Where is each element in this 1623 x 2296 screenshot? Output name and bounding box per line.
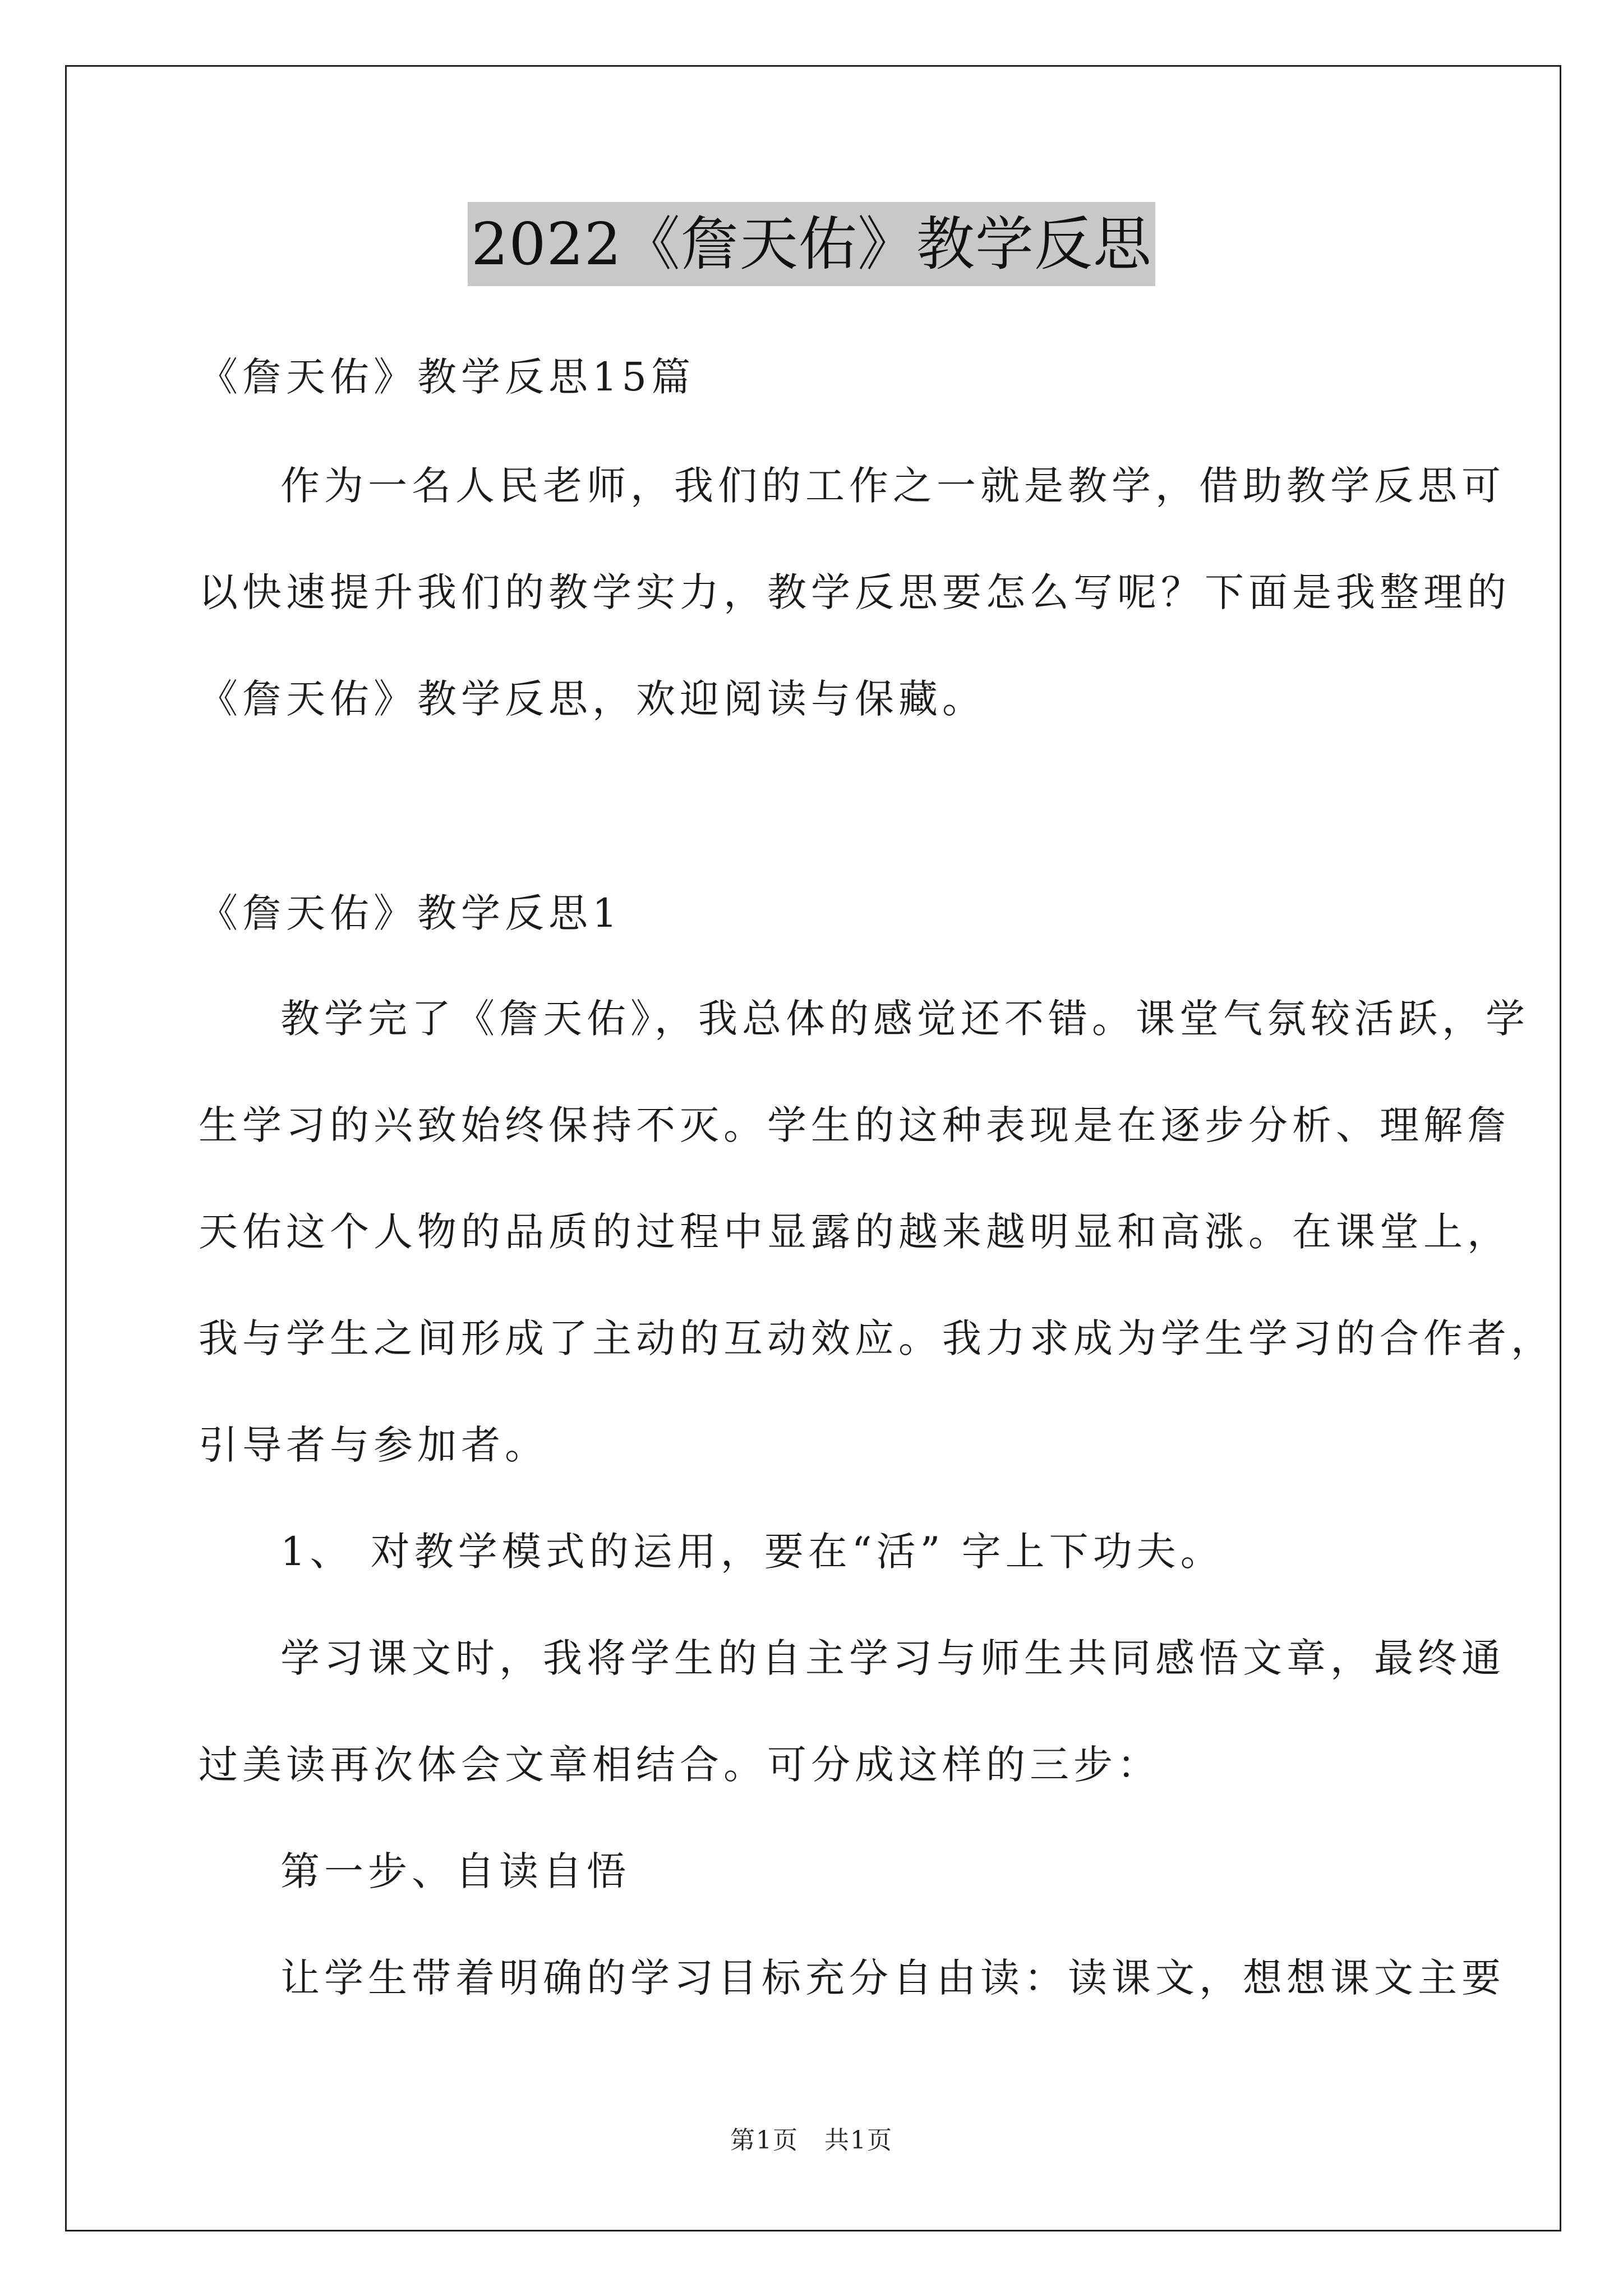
paragraph-line-3: 天佑这个人物的品质的过程中显露的越来越明显和高涨。在课堂上， xyxy=(199,1209,1511,1255)
point-1: 1、 对教学模式的运用，要在“活” 字上下功夫。 xyxy=(280,1529,1224,1575)
document-subtitle: 《詹天佑》教学反思15篇 xyxy=(199,354,695,400)
step-1-heading: 第一步、自读自悟 xyxy=(280,1848,630,1894)
paragraph-line-5: 引导者与参加者。 xyxy=(199,1422,548,1468)
title-container xyxy=(0,202,1623,286)
step-1-text: 让学生带着明确的学习目标充分自由读：读课文，想想课文主要 xyxy=(280,1955,1505,2001)
paragraph-line-2: 生学习的兴致始终保持不灭。学生的这种表现是在逐步分析、理解詹 xyxy=(199,1102,1511,1148)
intro-line-1: 作为一名人民老师，我们的工作之一就是教学，借助教学反思可 xyxy=(280,463,1505,509)
intro-line-3: 《詹天佑》教学反思，欢迎阅读与保藏。 xyxy=(199,676,986,722)
intro-line-2: 以快速提升我们的教学实力，教学反思要怎么写呢？下面是我整理的 xyxy=(199,569,1511,615)
paragraph2-line-1: 学习课文时，我将学生的自主学习与师生共同感悟文章，最终通 xyxy=(280,1635,1505,1681)
paragraph2-line-2: 过美读再次体会文章相结合。可分成这样的三步： xyxy=(199,1742,1161,1788)
section-heading: 《詹天佑》教学反思1 xyxy=(199,890,622,936)
paragraph-line-1: 教学完了《詹天佑》，我总体的感觉还不错。课堂气氛较活跃，学 xyxy=(280,996,1529,1042)
document-title: 2022《詹天佑》教学反思 xyxy=(468,202,1155,286)
paragraph-line-4: 我与学生之间形成了主动的互动效应。我力求成为学生学习的合作者， xyxy=(199,1315,1555,1361)
page-number: 第1页 共1页 xyxy=(730,2126,893,2155)
